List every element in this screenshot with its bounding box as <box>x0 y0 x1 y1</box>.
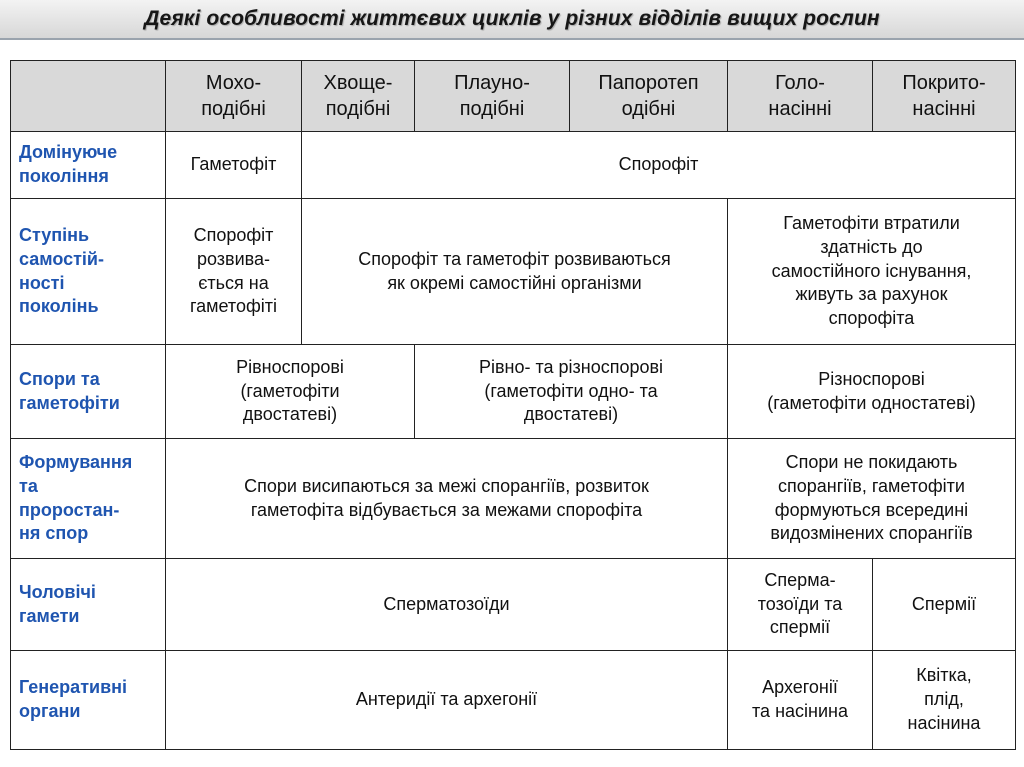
cell-gametes-spermatozoids <box>166 559 728 651</box>
row-generative-organs <box>11 651 1016 750</box>
row-dominant-generation <box>11 132 1016 199</box>
cell-organs-angiosperms-text: Квітка, плід, насінина <box>907 665 981 733</box>
cell-independence-seed-plants-text: Гаметофіти втратили здатність до самостійного існування, живуть за рахунок спорофіта <box>771 213 972 329</box>
header-lycophytes-label: Плауно- подібні <box>454 71 530 120</box>
cell-spore-formation-outside-text: Спори висипаються за межі спорангіїв, розвиток гаметофіта відбувається за межами спорофіта <box>244 475 649 520</box>
header-ferns <box>570 61 728 132</box>
row-label-dominant-generation <box>11 132 166 199</box>
cell-dominant-sporophyte-text: Спорофіт <box>618 154 699 175</box>
cell-spores-mixed-text: Рівно- та різноспорові (гаметофіти одно- та двостатеві) <box>478 356 664 425</box>
cell-spores-heterosporous-text: Різноспорові (гаметофіти одностатеві) <box>767 368 976 413</box>
life-cycle-table <box>10 60 1016 750</box>
cell-organs-angiosperms <box>873 651 1016 750</box>
row-label-generative-organs-text: Генеративні органи <box>19 677 128 721</box>
row-label-independence <box>11 199 166 345</box>
cell-independence-seed-plants <box>728 199 1016 345</box>
cell-spores-mixed <box>415 345 728 439</box>
header-gymnosperms <box>728 61 873 132</box>
header-horsetails-label: Хвоще- подібні <box>323 71 393 120</box>
row-spore-formation <box>11 439 1016 559</box>
row-label-spores-gametophytes <box>11 345 166 439</box>
row-label-spores-gametophytes-text: Спори та гаметофіти <box>19 368 120 413</box>
header-row <box>11 61 1016 132</box>
cell-gametes-gymnosperms-text: Сперма- тозоїди та спермії <box>757 569 843 638</box>
row-label-dominant-generation-text: Домінуюче покоління <box>19 142 118 186</box>
header-lycophytes <box>415 61 570 132</box>
row-spores-gametophytes <box>11 345 1016 439</box>
cell-dominant-sporophyte <box>302 132 1016 199</box>
header-ferns-label: Папоротеп одібні <box>598 71 699 120</box>
header-corner-cell <box>11 61 166 132</box>
header-mosses <box>166 61 302 132</box>
cell-gametes-angiosperms-text: Спермії <box>911 593 977 614</box>
cell-independence-separate <box>302 199 728 345</box>
cell-spores-homosporous <box>166 345 415 439</box>
cell-organs-gymnosperms <box>728 651 873 750</box>
header-angiosperms <box>873 61 1016 132</box>
row-label-male-gametes-text: Чоловічі гамети <box>19 581 96 626</box>
cell-dominant-gametophyte-text: Гаметофіт <box>190 154 277 175</box>
header-horsetails <box>302 61 415 132</box>
cell-organs-gymnosperms-text: Архегонії та насінина <box>752 677 848 721</box>
row-label-spore-formation-text: Формування та проростан- ня спор <box>19 452 133 544</box>
header-mosses-label: Мохо- подібні <box>201 71 266 120</box>
title-bar <box>0 0 1024 40</box>
row-label-spore-formation <box>11 439 166 559</box>
row-label-generative-organs <box>11 651 166 750</box>
header-angiosperms-label: Покрито- насінні <box>902 71 986 120</box>
cell-spore-formation-inside-text: Спори не покидають спорангіїв, гаметофіти формуються всередині видозмінених спорангіїв <box>770 452 973 544</box>
cell-organs-antheridia <box>166 651 728 750</box>
row-independence <box>11 199 1016 345</box>
cell-gametes-angiosperms <box>873 559 1016 651</box>
cell-spores-heterosporous <box>728 345 1016 439</box>
header-gymnosperms-label: Голо- насінні <box>768 71 832 120</box>
row-label-male-gametes <box>11 559 166 651</box>
cell-independence-separate-text: Спорофіт та гаметофіт розвиваються як окремі самостійні організми <box>358 248 671 293</box>
cell-spores-homosporous-text: Рівноспорові (гаметофіти двостатеві) <box>236 356 344 425</box>
row-male-gametes <box>11 559 1016 651</box>
page-title: Деякі особливості життєвих циклів у різних відділів вищих рослин <box>144 7 880 30</box>
cell-independence-mosses <box>166 199 302 345</box>
cell-spore-formation-inside <box>728 439 1016 559</box>
row-label-independence-text: Ступінь самостій- ності поколінь <box>19 225 104 317</box>
cell-spore-formation-outside <box>166 439 728 559</box>
cell-gametes-gymnosperms <box>728 559 873 651</box>
cell-gametes-spermatozoids-text: Сперматозоїди <box>383 593 510 614</box>
cell-organs-antheridia-text: Антеридії та архегонії <box>355 689 538 710</box>
cell-dominant-gametophyte <box>166 132 302 199</box>
cell-independence-mosses-text: Спорофіт розвива- ється на гаметофіті <box>189 225 278 317</box>
